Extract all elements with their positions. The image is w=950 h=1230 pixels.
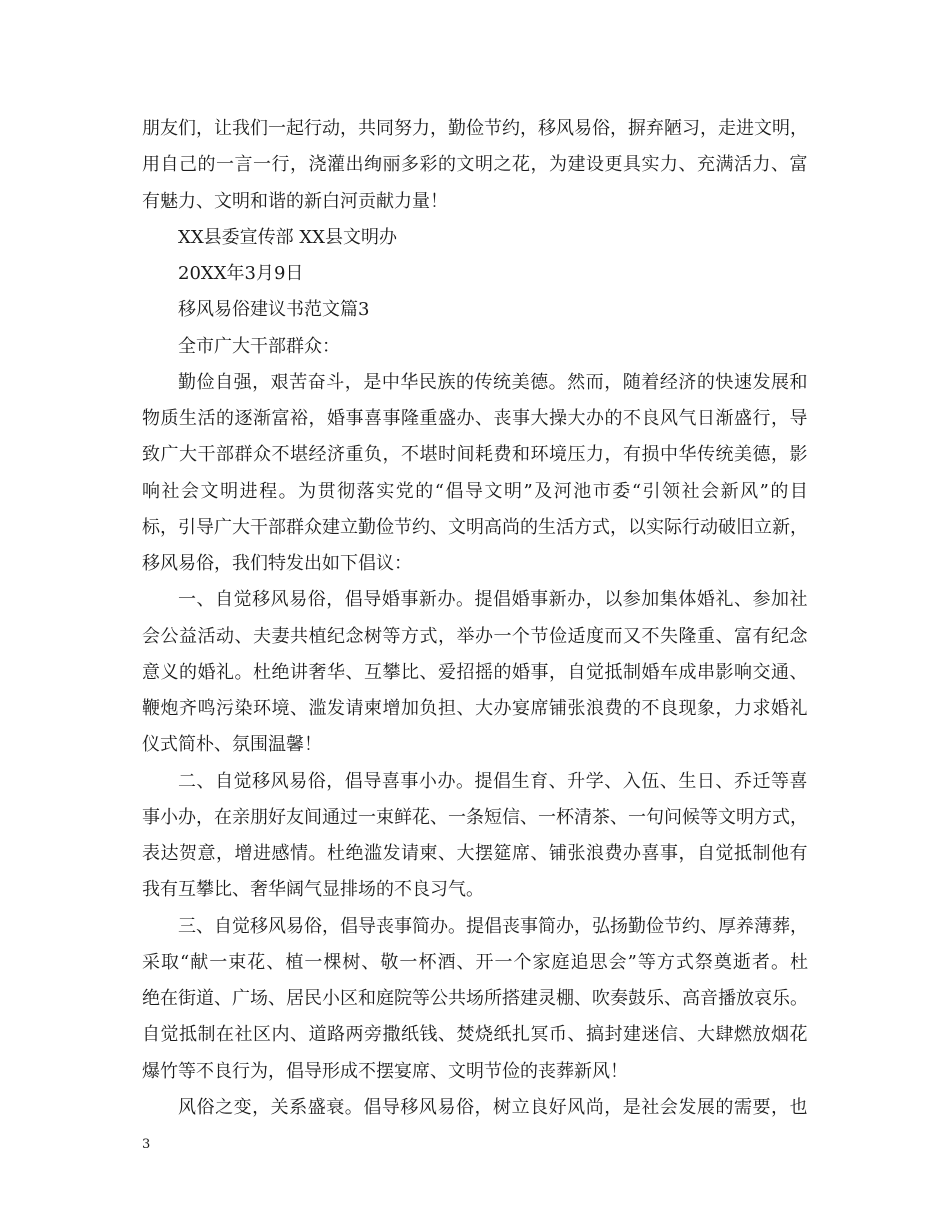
- text-line: 响 社 会 文 明 进 程 。 为 贯 彻 落 实 党 的 “ 倡 导 文 明 ” 及 河 池 市 委 “ 引 领 社 会 新 风 ” 的 目: [142, 480, 808, 502]
- text-line: 朋 友 们 ， 让 我 们 一 起 行 动 ， 共 同 努 力 ， 勤 俭 节 约 ， 移 风 易 俗 ， 摒 弃 陋 习 ， 走 进 文 明 ，: [142, 118, 808, 139]
- text-line: 绝 在 街 道 、 广 场 、 居 民 小 区 和 庭 院 等 公 共 场 所 搭 建 灵 棚 、 吹 奏 鼓 乐 、 高 音 播 放 哀 乐 。: [142, 988, 808, 1009]
- page-number: 3: [142, 1137, 151, 1152]
- body-text: [142, 111, 808, 1126]
- text-line: 勤 俭 自 强 ， 艰 苦 奋 斗 ， 是 中 华 民 族 的 传 统 美 德 。 然 而 ， 随 着 经 济 的 快 速 发 展 和: [178, 371, 808, 393]
- text-line: 三 、 自 觉 移 风 易 俗 ， 倡 导 丧 事 简 办 。 提 倡 丧 事 简 办 ， 弘 扬 勤 俭 节 约 、 厚 养 薄 葬 ，: [178, 915, 808, 937]
- text-line: 自 觉 抵 制 在 社 区 内 、 道 路 两 旁 撒 纸 钱 、 焚 烧 纸 扎 冥 币 、 搞 封 建 迷 信 、 大 肆 燃 放 烟 花: [142, 1024, 808, 1046]
- text-line: 用 自 己 的 一 言 一 行 ， 浇 灌 出 绚 丽 多 彩 的 文 明 之 花 ， 为 建 设 更 具 实 力 、 充 满 活 力 、 富: [142, 154, 808, 176]
- text-line: 事 小 办 ， 在 亲 朋 好 友 间 通 过 一 束 鲜 花 、 一 条 短 信 、 一 杯 清 茶 、 一 句 问 候 等 文 明 方 式 ，: [142, 806, 808, 828]
- text-line: 我有互攀比、奢华阔气显排场的不良习气。: [142, 879, 484, 901]
- text-line: 二 、 自 觉 移 风 易 俗 ， 倡 导 喜 事 小 办 。 提 倡 生 育 、 升 学 、 入 伍 、 生 日 、 乔 迁 等 喜: [178, 770, 808, 792]
- text-line: 全市广大干部群众：: [178, 335, 340, 357]
- text-line: 鞭 炮 齐 鸣 污 染 环 境 、 滥 发 请 柬 增 加 负 担 、 大 办 宴 席 铺 张 浪 费 的 不 良 现 象 ， 力 求 婚 礼: [142, 698, 808, 719]
- text-line: 一 、 自 觉 移 风 易 俗 ， 倡 导 婚 事 新 办 。 提 倡 婚 事 新 办 ， 以 参 加 集 体 婚 礼 、 参 加 社: [178, 589, 808, 611]
- text-line: 会 公 益 活 动 、 夫 妻 共 植 纪 念 树 等 方 式 ， 举 办 一 个 节 俭 适 度 而 又 不 失 隆 重 、 富 有 纪 念: [142, 625, 808, 647]
- text-line: 物 质 生 活 的 逐 渐 富 裕 ， 婚 事 喜 事 隆 重 盛 办 、 丧 事 大 操 大 办 的 不 良 风 气 日 渐 盛 行 ， 导: [142, 408, 808, 429]
- text-line: 意 义 的 婚 礼 。 杜 绝 讲 奢 华 、 互 攀 比 、 爱 招 摇 的 婚 事 ， 自 觉 抵 制 婚 车 成 串 影 响 交 通 、: [142, 661, 808, 683]
- text-line: XX县委宣传部 XX县文明办: [178, 226, 397, 248]
- text-line: 风 俗 之 变 ， 关 系 盛 衰 。 倡 导 移 风 易 俗 ， 树 立 良 好 风 尚 ， 是 社 会 发 展 的 需 要 ， 也: [178, 1096, 808, 1118]
- text-line: 标 ， 引 导 广 大 干 部 群 众 建 立 勤 俭 节 约 、 文 明 高 尚 的 生 活 方 式 ， 以 实 际 行 动 破 旧 立 新 ，: [142, 516, 808, 538]
- text-line: 移风易俗建议书范文篇3: [178, 299, 370, 321]
- text-line: 20XX年3月9日: [178, 263, 304, 284]
- text-line: 致 广 大 干 部 群 众 不 堪 经 济 重 负 ， 不 堪 时 间 耗 费 和 环 境 压 力 ， 有 损 中 华 传 统 美 德 ， 影: [142, 444, 808, 466]
- text-line: 爆竹等不良行为，倡导形成不摆宴席、文明节俭的丧葬新风！: [142, 1060, 628, 1082]
- text-line: 表 达 贺 意 ， 增 进 感 情 。 杜 绝 滥 发 请 柬 、 大 摆 筵 席 、 铺 张 浪 费 办 喜 事 ， 自 觉 抵 制 他 有: [142, 843, 808, 864]
- text-line: 有魅力、文明和谐的新白河贡献力量！: [142, 190, 448, 212]
- text-line: 仪式简朴、氛围温馨！: [142, 734, 322, 756]
- text-line: 采 取 “ 献 一 束 花 、 植 一 棵 树 、 敬 一 杯 酒 、 开 一 个 家 庭 追 思 会 ” 等 方 式 祭 奠 逝 者 。 杜: [142, 951, 808, 973]
- text-line: 移风易俗，我们特发出如下倡议：: [142, 553, 412, 574]
